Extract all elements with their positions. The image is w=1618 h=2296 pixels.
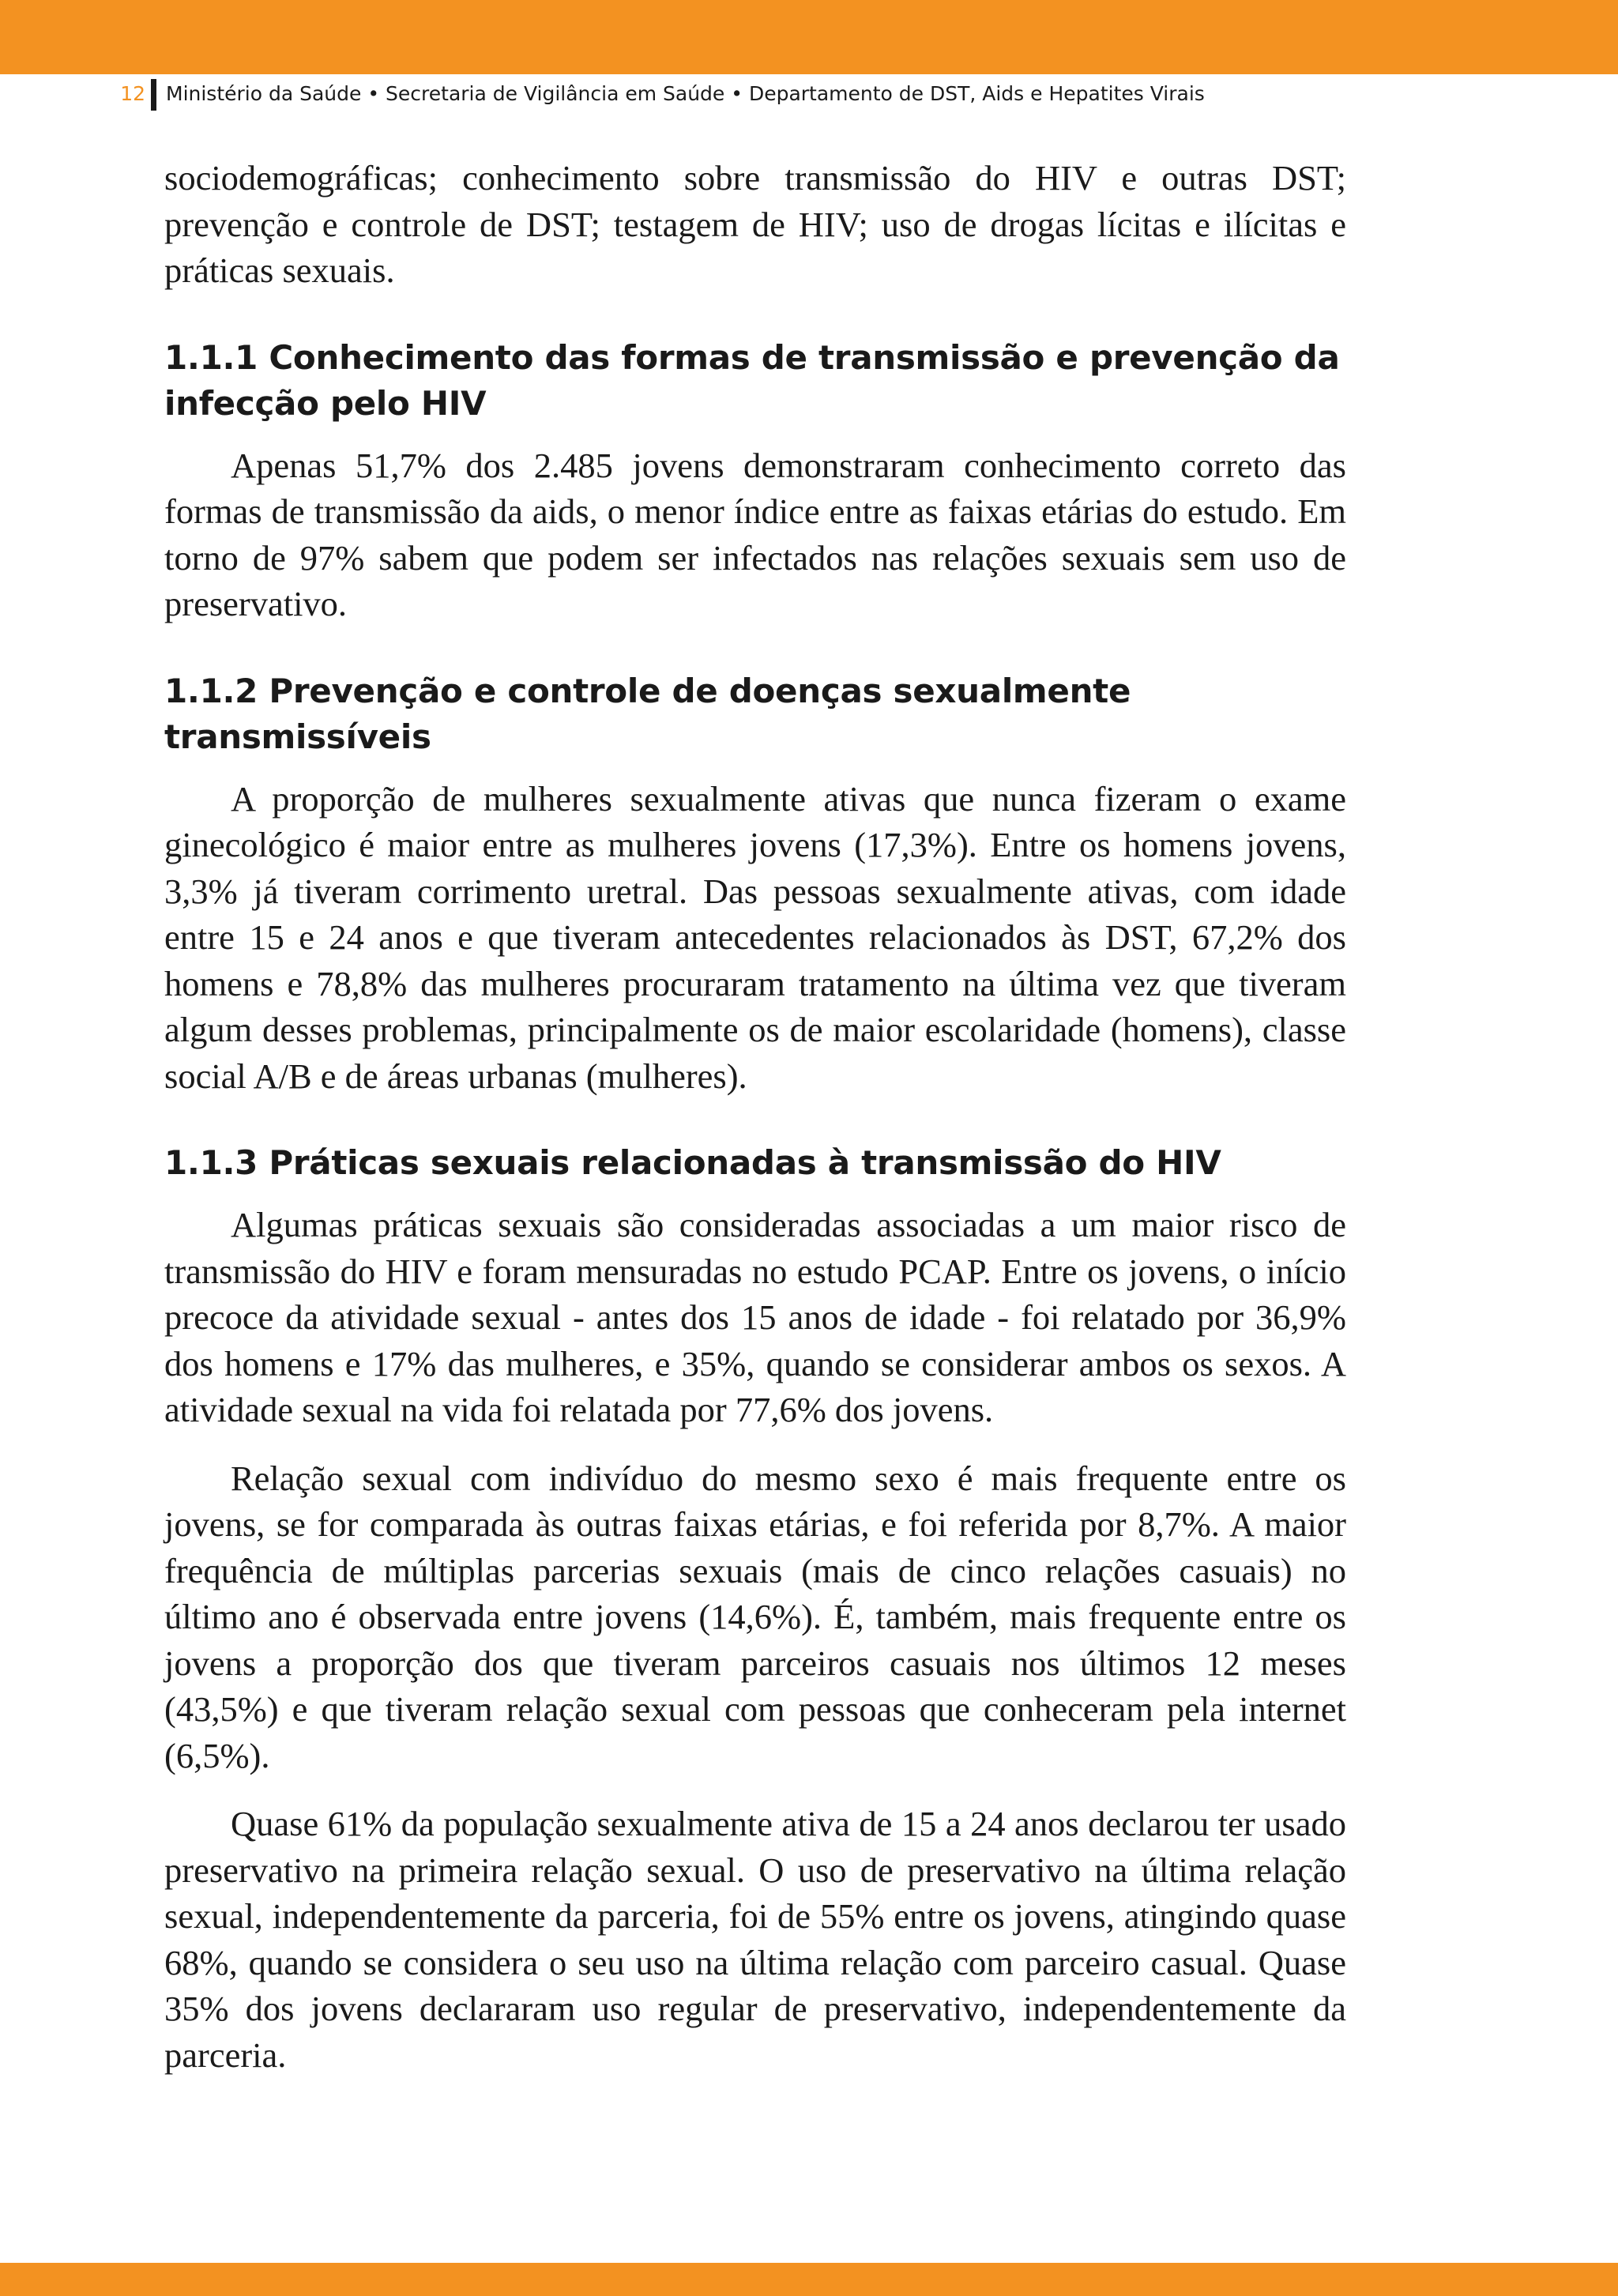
page-number: 12 (120, 82, 145, 105)
page-content (164, 155, 1346, 2078)
bottom-color-band (0, 2263, 1618, 2296)
intro-paragraph: sociodemográficas; conhecimento sobre transmissão do HIV e outras DST; prevenção e controle de DST; testagem de HIV; uso de drogas lícitas e ilícitas e práticas sexuais. (164, 158, 1346, 290)
body-paragraph: Relação sexual com indivíduo do mesmo sexo é mais frequente entre os jovens, se for comparada às outras faixas etárias, e foi referida por 8,7%. A maior frequência de múltiplas parcerias sexuais (mais de cinco relações casuais) no último ano é observada entre jovens (14,6%). É, também, mais frequente entre os jovens a proporção dos que tiveram parceiros casuais nos últimos 12 meses (43,5%) e que tiveram relação sexual com pessoas que conheceram pela internet (6,5%). (164, 1458, 1346, 1775)
running-header (0, 76, 1618, 117)
header-divider (151, 79, 156, 111)
section-1-1-3 (164, 1140, 1346, 2078)
section-heading: 1.1.3 Práticas sexuais relacionadas à transmissão do HIV (164, 1143, 1221, 1182)
body-paragraph: Algumas práticas sexuais são consideradas associadas a um maior risco de transmissão do HIV e foram mensuradas no estudo PCAP. Entre os jovens, o início precoce da atividade sexual - antes dos 15 anos de idade - foi relatado por 36,9% dos homens e 17% das mulheres, e 35%, quando se considerar ambos os sexos. A atividade sexual na vida foi relatada por 77,6% dos jovens. (164, 1205, 1346, 1429)
section-heading: 1.1.1 Conhecimento das formas de transmissão e prevenção da infecção pelo HIV (164, 337, 1340, 423)
section-1-1-1 (164, 335, 1346, 627)
section-heading: 1.1.2 Prevenção e controle de doenças sexualmente transmissíveis (164, 671, 1131, 756)
running-title: Ministério da Saúde • Secretaria de Vigilância em Saúde • Departamento de DST, Aids e Hepatites Virais (166, 82, 1205, 105)
body-paragraph: A proporção de mulheres sexualmente ativas que nunca fizeram o exame ginecológico é maior entre as mulheres jovens (17,3%). Entre os homens jovens, 3,3% já tiveram corrimento uretral. Das pessoas sexualmente ativas, com idade entre 15 e 24 anos e que tiveram antecedentes relacionados às DST, 67,2% dos homens e 78,8% das mulheres procuraram tratamento na última vez que tiveram algum desses problemas, principalmente os de maior escolaridade (homens), classe social A/B e de áreas urbanas (mulheres). (164, 778, 1346, 1096)
body-paragraph: Quase 61% da população sexualmente ativa de 15 a 24 anos declarou ter usado preservativo na primeira relação sexual. O uso de preservativo na última relação sexual, independentemente da parceria, foi de 55% entre os jovens, atingindo quase 68%, quando se considera o seu uso na última relação com parceiro casual. Quase 35% dos jovens declararam uso regular de preservativo, independentemente da parceria. (164, 1804, 1346, 2075)
body-paragraph: Apenas 51,7% dos 2.485 jovens demonstraram conhecimento correto das formas de transmissão da aids, o menor índice entre as faixas etárias do estudo. Em torno de 97% sabem que podem ser infectados nas relações sexuais sem uso de preservativo. (164, 445, 1346, 623)
section-1-1-2 (164, 668, 1346, 1100)
top-color-band (0, 0, 1618, 74)
